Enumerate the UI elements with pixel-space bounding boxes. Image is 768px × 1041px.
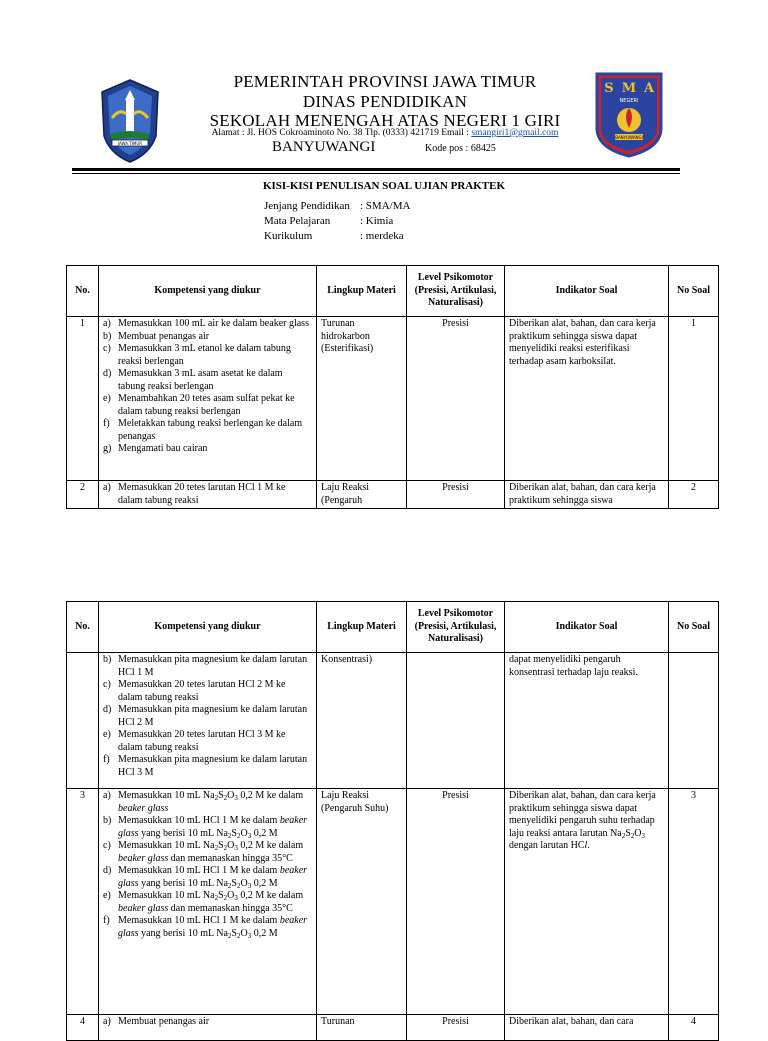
svg-text:S: S bbox=[604, 81, 614, 96]
header-city: BANYUWANGI bbox=[272, 139, 376, 155]
row-indikator: Diberikan alat, bahan, dan cara kerja praktikum sehingga siswa dapat menyelidiki reaksi esterifikasi terhadap asam karboksilat. bbox=[505, 317, 669, 481]
row-lingkup: Turunan hidrokarbon (Esterifikasi) bbox=[317, 317, 407, 481]
header-level: Level Psikomotor (Presisi, Artikulasi, Naturalisasi) bbox=[407, 266, 505, 317]
header-indikator: Indikator Soal bbox=[505, 266, 669, 317]
list-item: d) Memasukkan 10 mL HCl 1 M ke dalam beaker glass yang berisi 10 mL $Na_2S_2O_3$ 0,2 M bbox=[103, 865, 308, 890]
svg-text:JAWA TIMUR: JAWA TIMUR bbox=[117, 141, 143, 146]
list-item: c) Memasukkan 20 tetes larutan HCl 2 M ke dalam tabung reaksi bbox=[103, 679, 286, 703]
header-kompetensi: Kompetensi yang diukur bbox=[99, 266, 317, 317]
meta-kurikulum bbox=[264, 230, 404, 242]
meta-value: : Kimia bbox=[360, 215, 394, 227]
list-item: b) Membuat penangas air bbox=[103, 330, 210, 342]
row-no-soal: 2 bbox=[669, 481, 719, 509]
row-indikator: Diberikan alat, bahan, dan cara bbox=[505, 1015, 669, 1041]
table-header-row bbox=[67, 266, 719, 317]
row-no-soal: 3 bbox=[669, 789, 719, 1015]
row-level: Presisi bbox=[407, 1015, 505, 1041]
list-item: a) Memasukkan 20 tetes larutan HCl 1 M ke dalam tabung reaksi bbox=[103, 482, 286, 506]
sma-school-logo bbox=[595, 72, 663, 158]
row-kompetensi bbox=[99, 789, 317, 1015]
row-no: 1 bbox=[67, 317, 99, 481]
list-item: f) Meletakkan tabung reaksi berlengan ke dalam penangas bbox=[103, 418, 303, 442]
row-lingkup: Laju Reaksi (Pengaruh bbox=[317, 481, 407, 509]
row-indikator: dapat menyelidiki pengaruh konsentrasi terhadap laju reaksi. bbox=[505, 653, 669, 789]
header-divider-thin bbox=[72, 173, 680, 174]
header-divider-thick bbox=[72, 168, 680, 171]
svg-text:M: M bbox=[621, 81, 637, 96]
table-row bbox=[67, 317, 719, 481]
row-no: 2 bbox=[67, 481, 99, 509]
table-row-continued bbox=[67, 653, 719, 789]
row-level bbox=[407, 653, 505, 789]
kisi-kisi-table-page1 bbox=[66, 265, 719, 509]
list-item: f) Memasukkan pita magnesium ke dalam larutan HCl 3 M bbox=[103, 754, 308, 778]
kisi-kisi-table-page2 bbox=[66, 601, 719, 1041]
list-item: g) Mengamati bau cairan bbox=[103, 443, 208, 454]
meta-jenjang bbox=[264, 200, 410, 212]
header-no: No. bbox=[67, 266, 99, 317]
list-item: f) Memasukkan 10 mL HCl 1 M ke dalam beaker glass yang berisi 10 mL $Na_2S_2O_3$ 0,2 M bbox=[103, 915, 308, 940]
header-lingkup: Lingkup Materi bbox=[317, 602, 407, 653]
row-level: Presisi bbox=[407, 317, 505, 481]
row-kompetensi bbox=[99, 481, 317, 509]
row-no-soal: 4 bbox=[669, 1015, 719, 1041]
list-item: e) Memasukkan 10 mL $Na_2S_2O_3$ 0,2 M ke dalam beaker glass dan memanaskan hingga 35°C bbox=[103, 890, 304, 914]
meta-mapel bbox=[264, 215, 393, 227]
row-no bbox=[67, 653, 99, 789]
jawa-timur-crest-logo bbox=[98, 78, 162, 164]
list-item: a) Memasukkan 100 mL air ke dalam beaker glass bbox=[103, 318, 309, 329]
row-no: 4 bbox=[67, 1015, 99, 1041]
header-lingkup: Lingkup Materi bbox=[317, 266, 407, 317]
document-title: KISI-KISI PENULISAN SOAL UJIAN PRAKTEK bbox=[262, 180, 506, 192]
header-postal-code: Kode pos : 68425 bbox=[425, 143, 496, 154]
header-no: No. bbox=[67, 602, 99, 653]
header-address bbox=[150, 128, 620, 138]
table-row bbox=[67, 1015, 719, 1041]
header-government: PEMERINTAH PROVINSI JAWA TIMUR bbox=[233, 72, 537, 91]
header-department: DINAS PENDIDIKAN bbox=[302, 92, 468, 111]
meta-key: Kurikulum bbox=[264, 230, 313, 242]
row-indikator: Diberikan alat, bahan, dan cara kerja praktikum sehingga siswa dapat menyelidiki pengaruh suhu terhadap laju reaksi antara larutan $Na_2S_2O_3$ dengan larutan HCl. bbox=[505, 789, 669, 1015]
table-row bbox=[67, 481, 719, 509]
list-item: b) Memasukkan pita magnesium ke dalam larutan HCl 1 M bbox=[103, 654, 308, 678]
row-level: Presisi bbox=[407, 481, 505, 509]
row-lingkup: Laju Reaksi (Pengaruh Suhu) bbox=[317, 789, 407, 1015]
meta-value: : SMA/MA bbox=[360, 200, 411, 212]
list-item: a) Membuat penangas air bbox=[103, 1016, 210, 1027]
row-kompetensi bbox=[99, 653, 317, 789]
row-kompetensi bbox=[99, 1015, 317, 1041]
row-no-soal: 1 bbox=[669, 317, 719, 481]
list-item: b) Memasukkan 10 mL HCl 1 M ke dalam beaker glass yang berisi 10 mL $Na_2S_2O_3$ 0,2 M bbox=[103, 815, 308, 840]
meta-key: Jenjang Pendidikan bbox=[264, 200, 350, 212]
list-item: e) Memasukkan 20 tetes larutan HCl 3 M ke dalam tabung reaksi bbox=[103, 729, 286, 753]
svg-text:NEGERI: NEGERI bbox=[619, 98, 639, 104]
list-item: c) Memasukkan 10 mL $Na_2S_2O_3$ 0,2 M ke dalam beaker glass dan memanaskan hingga 35°C bbox=[103, 840, 304, 864]
header-no-soal: No Soal bbox=[669, 266, 719, 317]
list-item: a) Memasukkan 10 mL $Na_2S_2O_3$ 0,2 M ke dalam beaker glass bbox=[103, 790, 304, 814]
row-lingkup: Konsentrasi) bbox=[317, 653, 407, 789]
list-item: d) Memasukkan 3 mL asam asetat ke dalam tabung reaksi berlengan bbox=[103, 368, 283, 392]
row-lingkup: Turunan bbox=[317, 1015, 407, 1041]
row-kompetensi bbox=[99, 317, 317, 481]
row-no: 3 bbox=[67, 789, 99, 1015]
svg-text:BANYUWANGI: BANYUWANGI bbox=[615, 135, 643, 140]
table-header-row bbox=[67, 602, 719, 653]
header-indikator: Indikator Soal bbox=[505, 602, 669, 653]
header-no-soal: No Soal bbox=[669, 602, 719, 653]
header-level: Level Psikomotor (Presisi, Artikulasi, Naturalisasi) bbox=[407, 602, 505, 653]
svg-text:A: A bbox=[643, 81, 655, 96]
list-item: c) Memasukkan 3 mL etanol ke dalam tabung reaksi berlengan bbox=[103, 343, 291, 367]
header-kompetensi: Kompetensi yang diukur bbox=[99, 602, 317, 653]
table-row bbox=[67, 789, 719, 1015]
meta-key: Mata Pelajaran bbox=[264, 215, 331, 227]
list-item: d) Memasukkan pita magnesium ke dalam larutan HCl 2 M bbox=[103, 704, 308, 728]
header-school-name: SEKOLAH MENENGAH ATAS NEGERI 1 GIRI bbox=[209, 111, 561, 130]
row-no-soal bbox=[669, 653, 719, 789]
email-link[interactable]: smangiri1@gmail.com bbox=[471, 128, 559, 138]
row-level: Presisi bbox=[407, 789, 505, 1015]
meta-value: : merdeka bbox=[360, 230, 404, 242]
address-text: Alamat : Jl. HOS Cokroaminoto No. 38 Tlp. (0333) 421719 Email : bbox=[211, 128, 472, 138]
list-item: e) Menambahkan 20 tetes asam sulfat pekat ke dalam tabung reaksi berlengan bbox=[103, 393, 295, 417]
row-indikator: Diberikan alat, bahan, dan cara kerja praktikum sehingga siswa bbox=[505, 481, 669, 509]
